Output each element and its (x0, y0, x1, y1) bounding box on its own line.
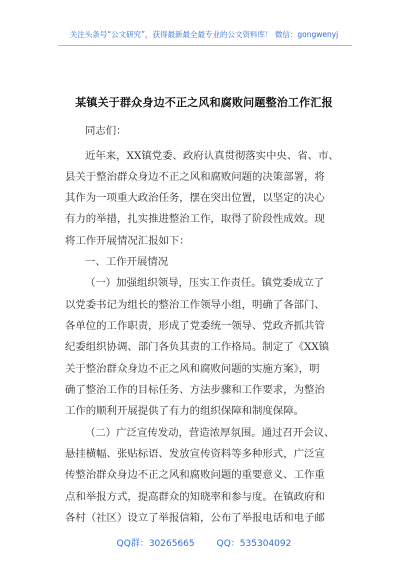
body-line: 点和举报方式，提高群众的知晓率和参与度。在镇政府和 (65, 491, 325, 503)
body-line: 传整治群众身边不正之风和腐败问题的重要意义、工作重 (65, 469, 325, 481)
body-line: 以党委书记为组长的整治工作领导小组，明确了各部门、 (65, 299, 325, 311)
header-note: 关注头条号“公文研究”，获得最新最全最专业的公文资料库！ 微信：gongwenyj (69, 30, 339, 39)
body-line: 县关于整治群众身边不正之风和腐败问题的决策部署，将 (65, 171, 325, 183)
salutation: 同志们： (85, 125, 127, 137)
body-line: 有力的举措，扎实推进整治工作，取得了阶段性成效。现 (65, 213, 325, 225)
body-line: 各单位的工作职责，形成了党委统一领导、党政齐抓共管 (65, 320, 325, 332)
footer-qq: QQ：535304092 (216, 539, 292, 549)
body-line: 各村（社区）设立了举报信箱，公布了举报电话和电子邮 (65, 512, 325, 524)
body-line: 将工作开展情况汇报如下： (65, 235, 190, 247)
body-line: 确了整治工作的目标任务、方法步骤和工作要求，为整治 (65, 384, 325, 396)
document-title: 某镇关于群众身边不正之风和腐败问题整治工作汇报 (75, 96, 333, 109)
body-line: 工作的顺利开展提供了有力的组织保障和制度保障。 (65, 405, 304, 417)
footer-qq-group: QQ群：30265665 (116, 539, 195, 549)
body-line: 关于整治群众身边不正之风和腐败问题的实施方案》，明 (65, 363, 320, 375)
header-divider (58, 45, 352, 46)
body-line: 悬挂横幅、张贴标语、发放宣传资料等多种形式，广泛宣 (65, 448, 325, 460)
body-line: 纪委组织协调、部门各负其责的工作格局。制定了《XX镇 (65, 341, 330, 353)
footer-contact (0, 536, 408, 549)
body-line: （二）广泛宣传发动，营造浓厚氛围。通过召开会议、 (85, 427, 335, 439)
body-line: 近年来，XX镇党委、政府认真贯彻落实中央、省、市、 (85, 150, 339, 162)
body-line: （一）加强组织领导，压实工作责任。镇党委成立了 (85, 277, 324, 289)
body-line: 其作为一项重大政治任务，摆在突出位置，以坚定的决心 (65, 192, 325, 204)
section-heading: 一、工作开展情况 (85, 256, 169, 268)
